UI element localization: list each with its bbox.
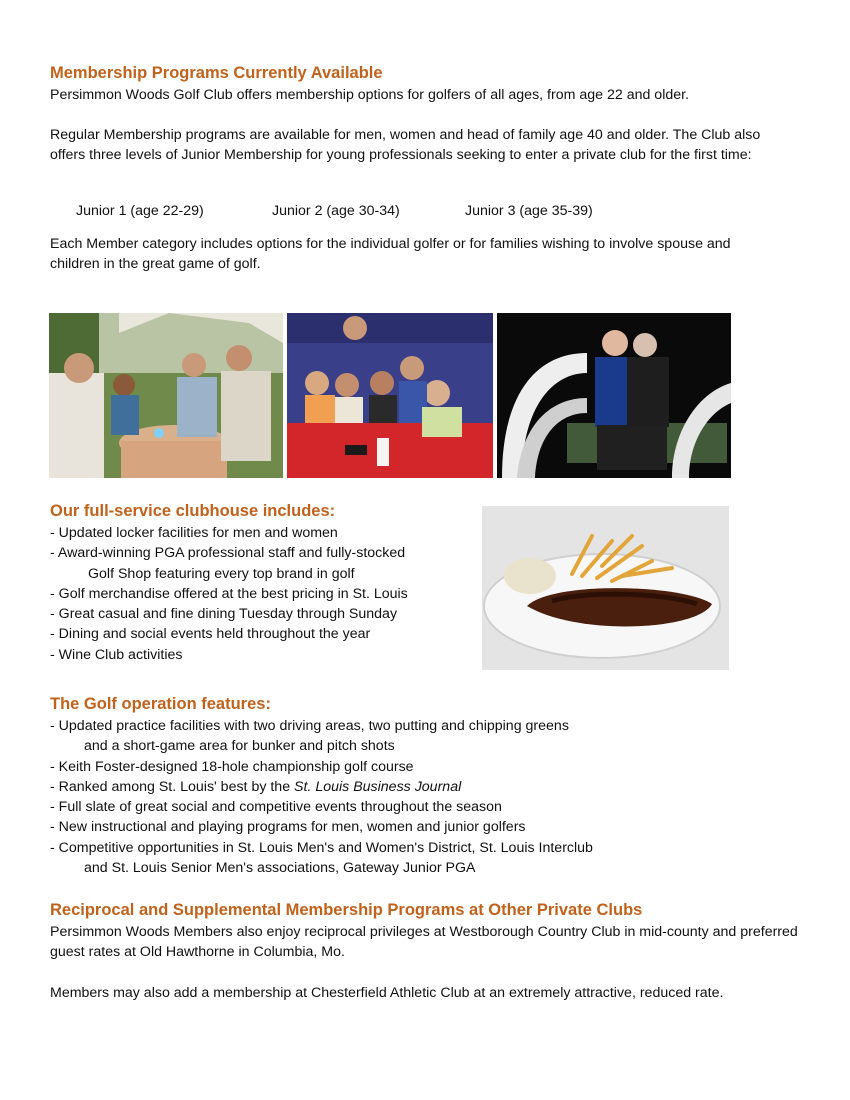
golf-feature-item: and a short-game area for bunker and pitch shots (84, 738, 395, 755)
golf-feature-item (50, 777, 810, 797)
group-at-dinner-table-photo (287, 313, 493, 478)
clubhouse-item: - Wine Club activities (50, 646, 183, 663)
clubhouse-list (50, 523, 470, 665)
junior-level-1: Junior 1 (age 22-29) (76, 203, 204, 219)
clubhouse-item: Golf Shop featuring every top brand in golf (88, 565, 355, 582)
golf-feature-item: - New instructional and playing programs for men, women and junior golfers (50, 819, 526, 836)
junior-level-3: Junior 3 (age 35-39) (465, 203, 593, 219)
clubhouse-item: - Golf merchandise offered at the best pricing in St. Louis (50, 585, 408, 602)
couple-in-carriage-photo (497, 313, 731, 478)
golf-features-list (50, 716, 810, 878)
reciprocal-heading: Reciprocal and Supplemental Membership Programs at Other Private Clubs (50, 901, 643, 919)
clubhouse-item: - Award-winning PGA professional staff and fully-stocked (50, 545, 406, 562)
golf-feature-item: - Keith Foster-designed 18-hole championship golf course (50, 758, 414, 775)
regular-membership-text: Regular Membership programs are available for men, women and head of family age 40 and older. The Club also offers three levels of Junior Membership for young professionals seeking to enter a private club for the first time: (50, 127, 761, 164)
member-category-text: Each Member category includes options for the individual golfer or for families wishing to involve spouse and children in the great game of golf. (50, 236, 731, 273)
golf-operation-heading: The Golf operation features: (50, 695, 271, 713)
golf-feature-item: - Competitive opportunities in St. Louis Men's and Women's District, St. Louis Interclub (50, 839, 593, 856)
clubhouse-item: - Great casual and fine dining Tuesday through Sunday (50, 606, 398, 623)
golf-feature-item: - Full slate of great social and competitive events throughout the season (50, 799, 502, 816)
junior-level-2: Junior 2 (age 30-34) (272, 203, 400, 219)
publication-name: St. Louis Business Journal (294, 778, 462, 795)
golf-feature-item: - Updated practice facilities with two driving areas, two putting and chipping greens (50, 718, 569, 734)
golfers-at-cocktail-table-photo (49, 313, 283, 478)
reciprocal-text: Persimmon Woods Members also enjoy reciprocal privileges at Westborough Country Club in mid-county and preferred guest rates at Old Hawthorne in Columbia, Mo. (50, 924, 798, 961)
ribs-and-fries-plate-photo (482, 506, 729, 670)
clubhouse-item: - Updated locker facilities for men and women (50, 525, 338, 541)
clubhouse-item: - Dining and social events held throughout the year (50, 626, 371, 643)
membership-intro-text: Persimmon Woods Golf Club offers membership options for golfers of all ages, from age 22 and older. (50, 87, 690, 103)
ranking-text: - Ranked among St. Louis' best by the (50, 778, 295, 795)
golf-feature-item: and St. Louis Senior Men's associations, Gateway Junior PGA (84, 860, 476, 877)
membership-programs-heading: Membership Programs Currently Available (50, 64, 383, 82)
supplemental-text: Members may also add a membership at Chesterfield Athletic Club at an extremely attractive, reduced rate. (50, 985, 724, 1001)
clubhouse-heading: Our full-service clubhouse includes: (50, 502, 336, 520)
